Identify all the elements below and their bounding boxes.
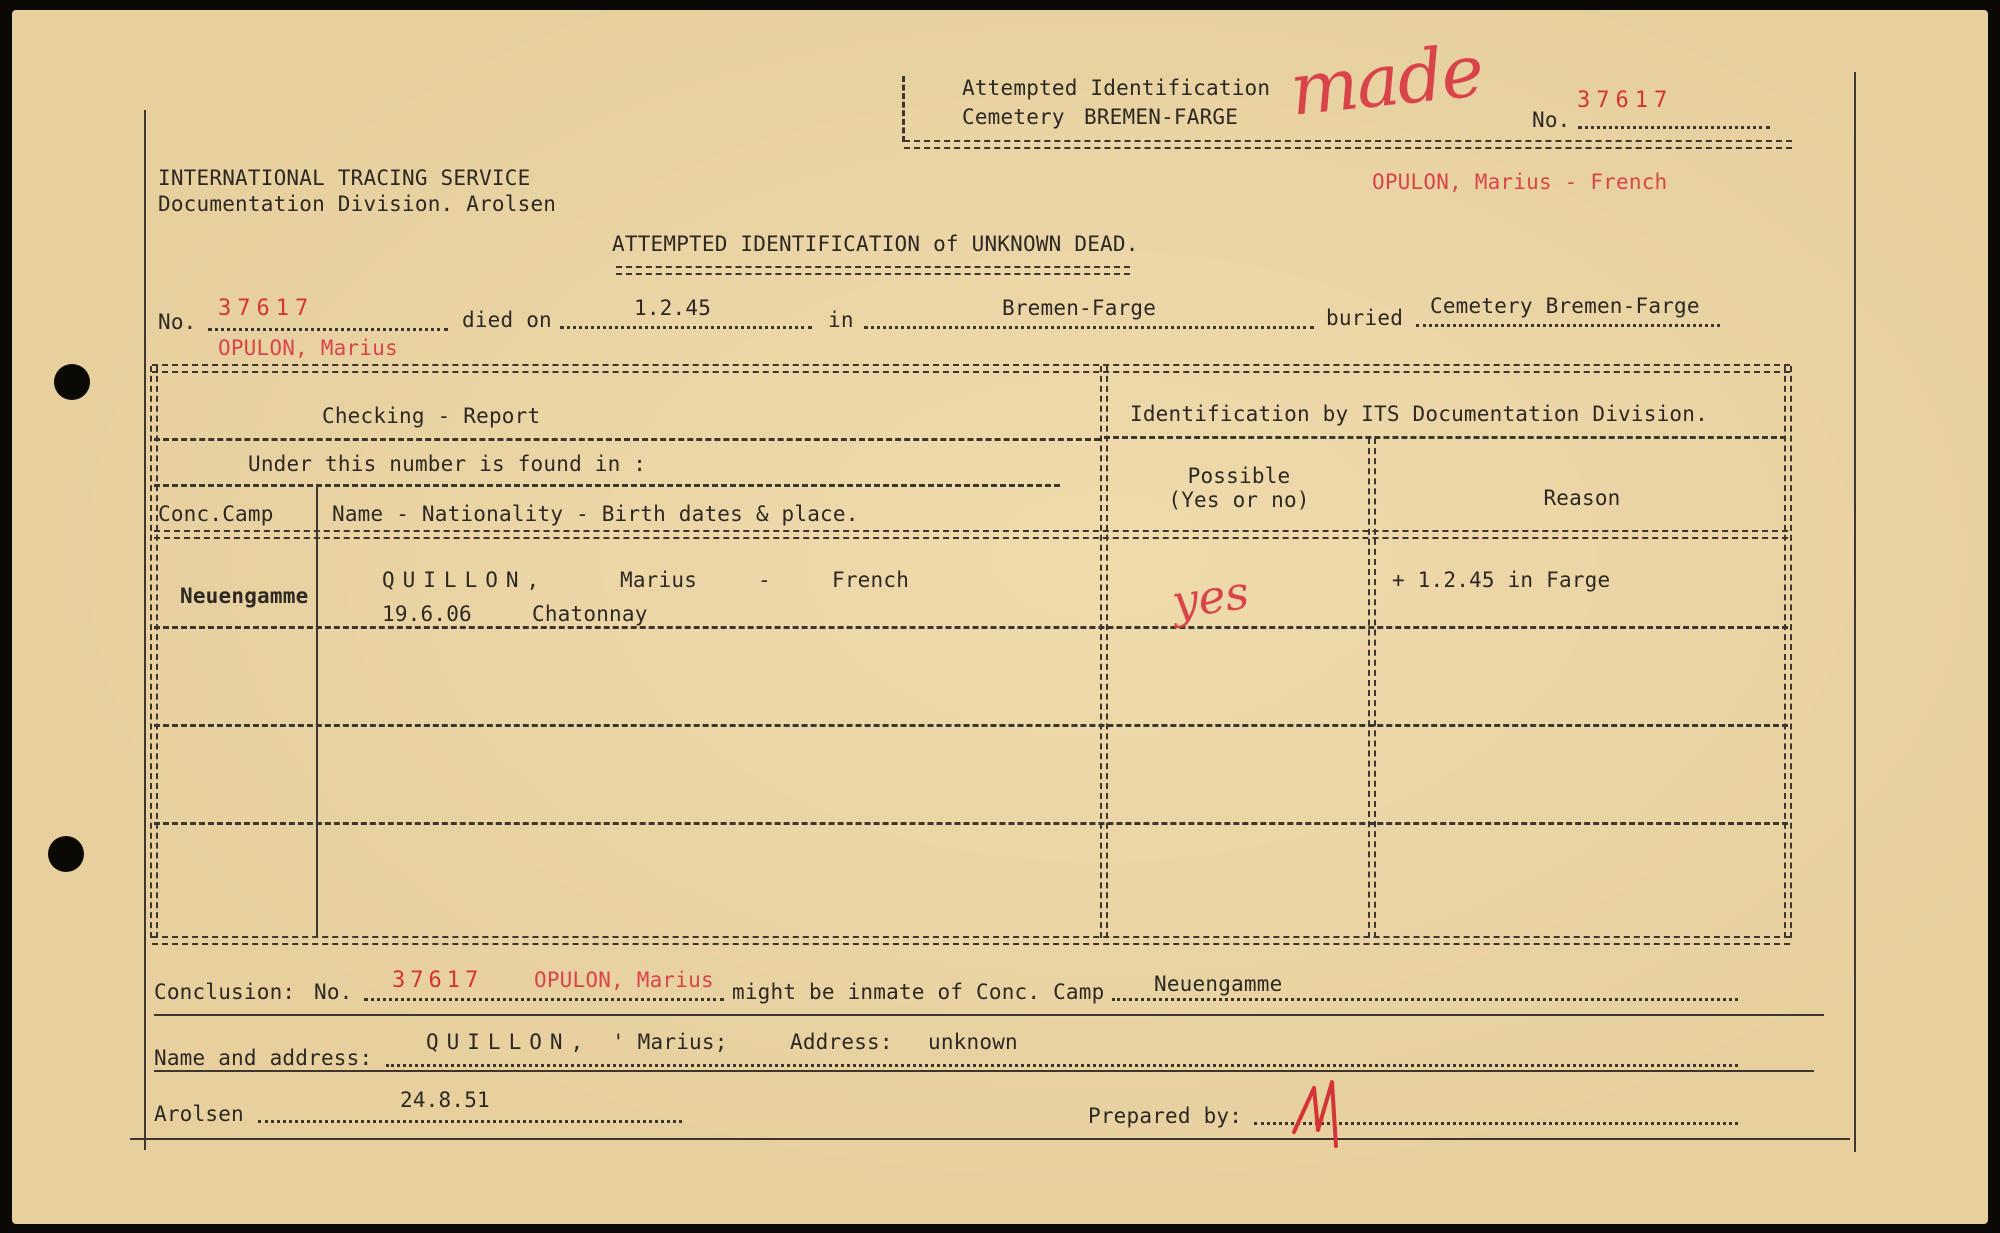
punch-hole-bottom bbox=[48, 836, 84, 872]
table-camp-name-line bbox=[316, 484, 318, 938]
org-line-1: INTERNATIONAL TRACING SERVICE bbox=[158, 166, 531, 190]
name-address-label: Name and address: bbox=[154, 1046, 373, 1070]
row-birth-date: 19.6.06 bbox=[382, 602, 472, 626]
row-surname: QUILLON, bbox=[382, 568, 548, 592]
header-no-value: 37617 bbox=[1577, 88, 1674, 113]
table-row-sep-3 bbox=[154, 822, 1788, 825]
name-address-first: ' Marius; bbox=[612, 1030, 728, 1054]
header-no-dots bbox=[1578, 126, 1770, 129]
name-address-surname: QUILLON, bbox=[426, 1030, 592, 1054]
made-stamp: made bbox=[1286, 28, 1486, 132]
footer-date-dots bbox=[258, 1120, 682, 1123]
conclusion-rule bbox=[154, 1014, 1824, 1016]
col-name-header: Name - Nationality - Birth dates & place. bbox=[332, 502, 859, 526]
header-box-left-line bbox=[902, 76, 905, 142]
conclusion-no-dots bbox=[364, 998, 724, 1001]
address-value: unknown bbox=[928, 1030, 1018, 1054]
conclusion-text: might be inmate of Conc. Camp bbox=[732, 980, 1105, 1004]
in-dots bbox=[864, 326, 1314, 329]
buried-label: buried bbox=[1326, 306, 1404, 330]
frame-bottom-line bbox=[130, 1138, 1850, 1140]
conclusion-label: Conclusion: bbox=[154, 980, 296, 1004]
conclusion-red-name: OPULON, Marius bbox=[534, 968, 714, 992]
record-no-dots bbox=[208, 328, 448, 331]
buried-dots bbox=[1416, 324, 1720, 327]
conclusion-no-label: No. bbox=[314, 980, 353, 1004]
table-colhead-sep bbox=[154, 530, 1788, 539]
record-no-label: No. bbox=[158, 310, 197, 334]
in-label: in bbox=[828, 308, 854, 332]
table-bottom-line bbox=[152, 936, 1790, 945]
row-reason: + 1.2.45 in Farge bbox=[1392, 568, 1611, 592]
cemetery-label: Cemetery bbox=[962, 105, 1065, 129]
footer-date: 24.8.51 bbox=[400, 1088, 490, 1112]
table-top-line bbox=[152, 364, 1790, 373]
header-no-label: No. bbox=[1532, 108, 1571, 132]
conclusion-camp-dots bbox=[1112, 998, 1738, 1001]
name-address-rule bbox=[154, 1070, 1814, 1072]
row-birth-place: Chatonnay bbox=[532, 602, 648, 626]
row-nationality: French bbox=[832, 568, 910, 592]
table-possible-reason-line bbox=[1368, 438, 1376, 938]
col-possible-header-2: (Yes or no) bbox=[1168, 488, 1310, 512]
header-box-bottom-line bbox=[904, 140, 1792, 149]
page-title: ATTEMPTED IDENTIFICATION of UNKNOWN DEAD. bbox=[612, 232, 1139, 256]
conclusion-camp: Neuengamme bbox=[1154, 972, 1283, 996]
footer-place: Arolsen bbox=[154, 1102, 244, 1126]
table-middle-line bbox=[1100, 366, 1108, 938]
under-number-label: Under this number is found in : bbox=[248, 452, 647, 476]
table-row-sep-1 bbox=[154, 626, 1788, 629]
died-value: 1.2.45 bbox=[634, 296, 712, 320]
name-address-dots bbox=[386, 1064, 1738, 1067]
table-header-sep-left bbox=[154, 438, 1100, 441]
row-possible-value: yes bbox=[1168, 564, 1253, 630]
died-label: died on bbox=[462, 308, 552, 332]
table-right-line bbox=[1784, 366, 1792, 938]
row-camp: Neuengamme bbox=[180, 584, 309, 608]
record-card bbox=[12, 10, 1988, 1224]
prepared-by-label: Prepared by: bbox=[1088, 1104, 1243, 1128]
table-left-line bbox=[150, 366, 158, 938]
col-reason-header: Reason bbox=[1543, 486, 1621, 510]
row-first-name: Marius bbox=[620, 568, 698, 592]
header-red-name: OPULON, Marius - French bbox=[1372, 170, 1668, 194]
attempted-identification-label: Attempted Identification bbox=[962, 76, 1271, 100]
punch-hole-top bbox=[54, 364, 90, 400]
frame-right-line bbox=[1854, 72, 1856, 1152]
row-dash: - bbox=[758, 568, 771, 592]
table-header-sep-right bbox=[1104, 436, 1786, 439]
buried-value: Cemetery Bremen-Farge bbox=[1430, 294, 1700, 318]
frame-left-line bbox=[144, 110, 146, 1150]
record-red-name: OPULON, Marius bbox=[218, 336, 398, 360]
record-no-value: 37617 bbox=[218, 296, 315, 321]
in-value: Bremen-Farge bbox=[1002, 296, 1157, 320]
died-dots bbox=[560, 326, 812, 329]
under-number-underline bbox=[154, 484, 1060, 487]
col-possible-header-1: Possible bbox=[1187, 464, 1291, 488]
title-underline bbox=[616, 266, 1130, 275]
org-line-2: Documentation Division. Arolsen bbox=[158, 192, 557, 216]
checking-report-heading: Checking - Report bbox=[322, 404, 541, 428]
cemetery-value: BREMEN-FARGE bbox=[1084, 105, 1239, 129]
col-camp-header: Conc.Camp bbox=[158, 502, 274, 526]
table-row-sep-2 bbox=[154, 724, 1788, 727]
prepared-by-signature bbox=[1288, 1072, 1358, 1152]
identification-heading: Identification by ITS Documentation Division. bbox=[1130, 402, 1708, 426]
address-label: Address: bbox=[790, 1030, 893, 1054]
conclusion-no-value: 37617 bbox=[392, 968, 484, 993]
